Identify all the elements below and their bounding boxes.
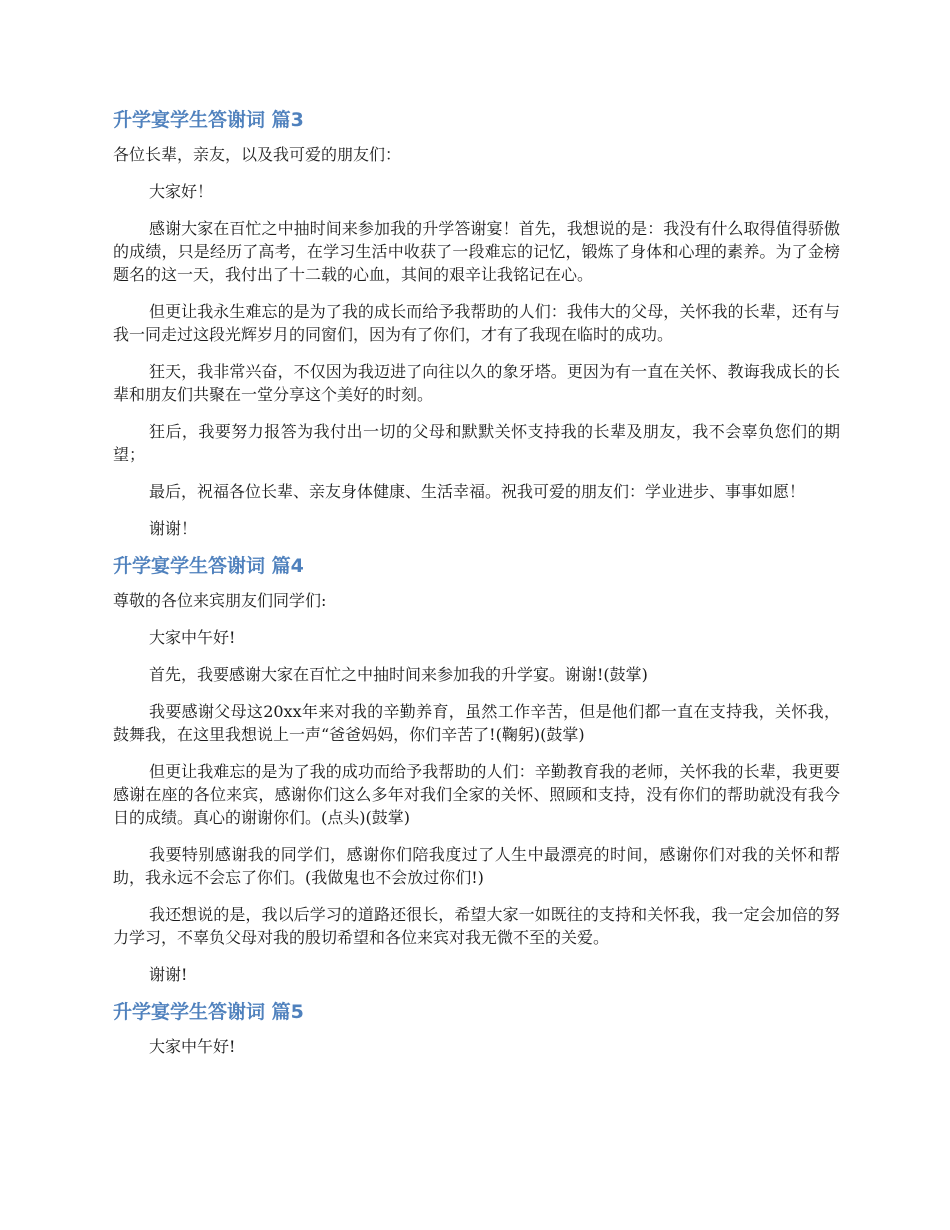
paragraph: 但更让我永生难忘的是为了我的成长而给予我帮助的人们：我伟大的父母，关怀我的长辈，还有与我一同走过这段光辉岁月的同窗们，因为有了你们，才有了我现在临时的成功。: [113, 302, 840, 344]
greeting: 大家好！: [149, 182, 214, 201]
paragraph: 但更让我难忘的是为了我的成功而给予我帮助的人们：辛勤教育我的老师，关怀我的长辈，我更要感谢在座的各位来宾，感谢你们这么多年对我们全家的关怀、照顾和支持，没有你们的帮助就没有我今日的成绩。真心的谢谢你们。(点头)(鼓掌): [113, 762, 840, 827]
paragraph: 首先，我要感谢大家在百忙之中抽时间来参加我的升学宴。谢谢!(鼓掌): [149, 665, 648, 684]
document-page: [113, 108, 840, 1072]
closing-thanks: 谢谢！: [149, 519, 198, 538]
paragraph: 狂天，我非常兴奋，不仅因为我迈进了向往以久的象牙塔。更因为有一直在关怀、教诲我成长的长辈和朋友们共聚在一堂分享这个美好的时刻。: [113, 362, 840, 404]
paragraph: 感谢大家在百忙之中抽时间来参加我的升学答谢宴！首先，我想说的是：我没有什么取得值得骄傲的成绩，只是经历了高考，在学习生活中收获了一段难忘的记忆，锻炼了身体和心理的素养。为了金榜题名的这一天，我付出了十二载的心血，其间的艰辛让我铭记在心。: [113, 219, 840, 284]
section-title: 升学宴学生答谢词 篇4: [113, 555, 304, 577]
section-4: [113, 554, 840, 986]
greeting: 大家中午好!: [149, 1037, 236, 1056]
section-title: 升学宴学生答谢词 篇5: [113, 1001, 304, 1023]
paragraph: 狂后，我要努力报答为我付出一切的父母和默默关怀支持我的长辈及朋友，我不会辜负您们的期望；: [113, 422, 840, 464]
paragraph: 我要特别感谢我的同学们，感谢你们陪我度过了人生中最漂亮的时间，感谢你们对我的关怀和帮助，我永远不会忘了你们。(我做鬼也不会放过你们!): [113, 845, 840, 887]
closing-thanks: 谢谢!: [149, 965, 188, 984]
section-title: 升学宴学生答谢词 篇3: [113, 109, 304, 131]
greeting: 大家中午好!: [149, 628, 236, 647]
paragraph: 我还想说的是，我以后学习的道路还很长，希望大家一如既往的支持和关怀我，我一定会加倍的努力学习，不辜负父母对我的殷切希望和各位来宾对我无微不至的关爱。: [113, 905, 840, 947]
section-3: [113, 108, 840, 540]
salutation: 尊敬的各位来宾朋友们同学们:: [113, 591, 327, 610]
paragraph: 我要感谢父母这20xx年来对我的辛勤养育，虽然工作辛苦，但是他们都一直在支持我，关怀我，鼓舞我，在这里我想说上一声“爸爸妈妈，你们辛苦了!(鞠躬)(鼓掌): [113, 702, 840, 744]
salutation: 各位长辈，亲友，以及我可爱的朋友们：: [113, 145, 402, 164]
paragraph: 最后，祝福各位长辈、亲友身体健康、生活幸福。祝我可爱的朋友们：学业进步、事事如愿！: [149, 482, 806, 501]
section-5: [113, 1000, 840, 1058]
